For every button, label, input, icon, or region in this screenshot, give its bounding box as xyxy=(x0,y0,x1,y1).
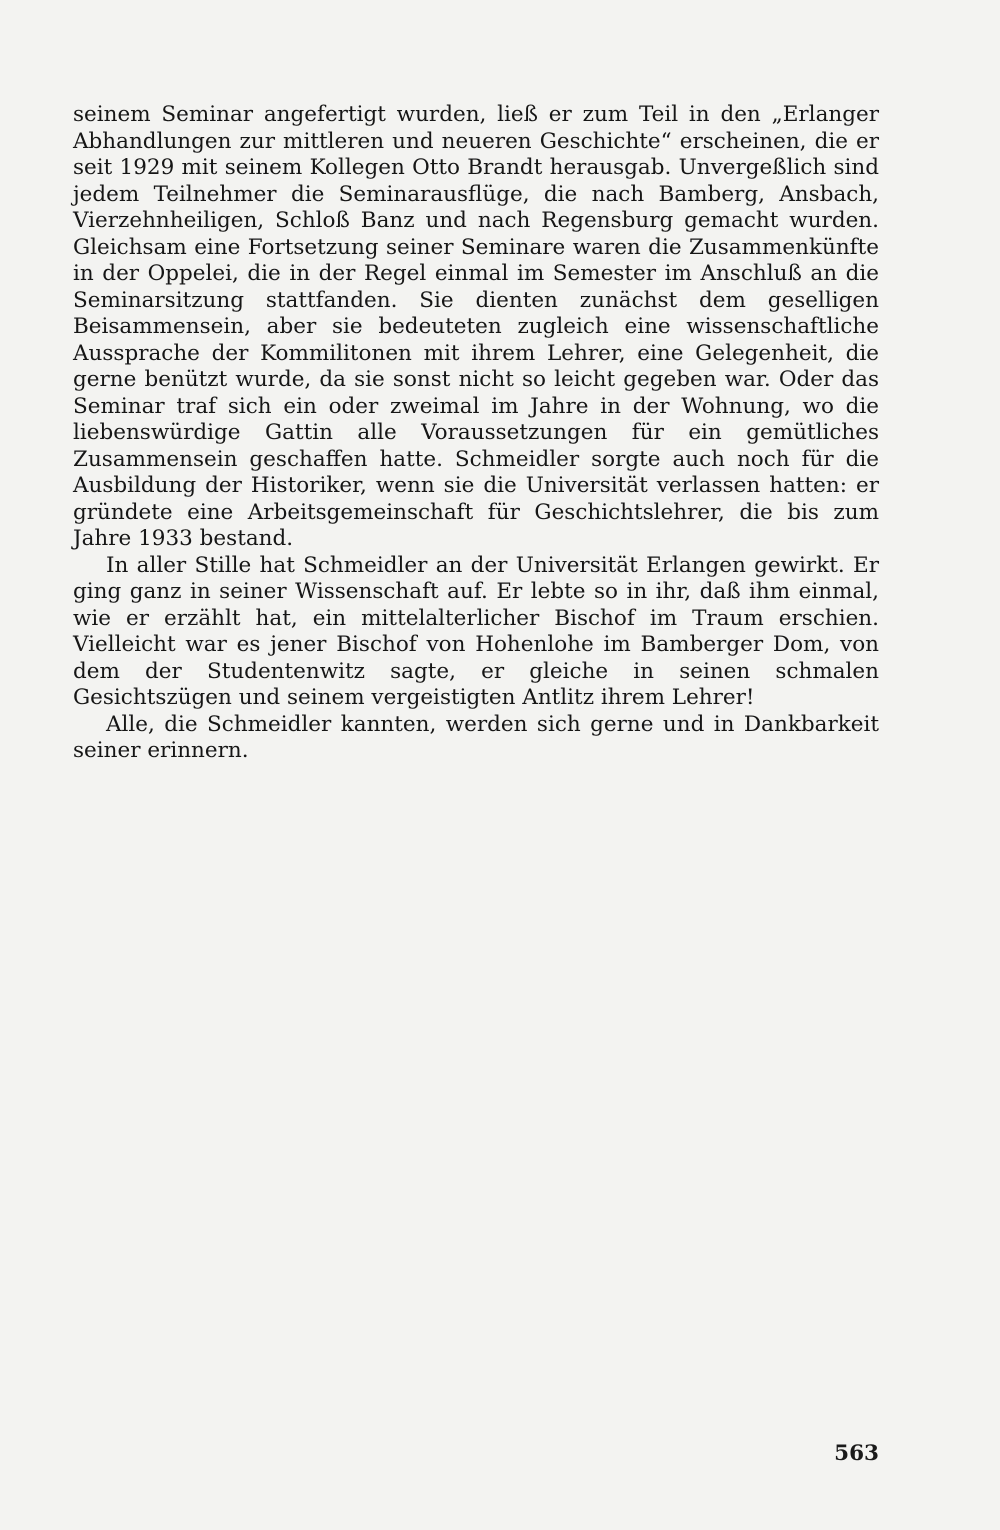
paragraph-erlangen: In aller Stille hat Schmeidler an der Universität Erlangen gewirkt. Er ging ganz in seiner Wissenschaft auf. Er lebte so in ihr, daß ihm einmal, wie er erzählt hat, ein mittelalterlicher Bischof im Traum erschien. Vielleicht war es jener Bischof von Hohenlohe im Bamberger Dom, von dem der Studentenwitz sagte, er gleiche in seinen schmalen Gesichtszügen und seinem vergeistigten Antlitz ihrem Lehrer! xyxy=(73,552,879,710)
body-text xyxy=(73,102,879,765)
paragraph-seminar: seinem Seminar angefertigt wurden, ließ er zum Teil in den „Erlanger Abhandlungen zur mittleren und neueren Geschichte“ erscheinen, die er seit 1929 mit seinem Kollegen Otto Brandt herausgab. Unvergeßlich sind jedem Teilnehmer die Seminarausflüge, die nach Bamberg, Ansbach, Vierzehnheiligen, Schloß Banz und nach Regensburg gemacht wurden. Gleichsam eine Fortsetzung seiner Seminare waren die Zusammenkünfte in der Oppelei, die in der Regel einmal im Semester im Anschluß an die Seminarsitzung stattfanden. Sie dienten zunächst dem geselligen Beisammensein, aber sie bedeuteten zugleich eine wissenschaftliche Aussprache der Kommilitonen mit ihrem Lehrer, eine Gelegenheit, die gerne benützt wurde, da sie sonst nicht so leicht gegeben war. Oder das Seminar traf sich ein oder zweimal im Jahre in der Wohnung, wo die liebenswürdige Gattin alle Voraussetzungen für ein gemütliches Zusammensein geschaffen hatte. Schmeidler sorgte auch noch für die Ausbildung der Historiker, wenn sie die Universität verlassen hatten: er gründete eine Arbeitsgemeinschaft für Geschichtslehrer, die bis zum Jahre 1933 bestand. xyxy=(73,102,879,551)
page-number: 563 xyxy=(834,1441,879,1466)
paragraph-closing: Alle, die Schmeidler kannten, werden sich gerne und in Dankbarkeit seiner erinnern. xyxy=(73,711,879,763)
